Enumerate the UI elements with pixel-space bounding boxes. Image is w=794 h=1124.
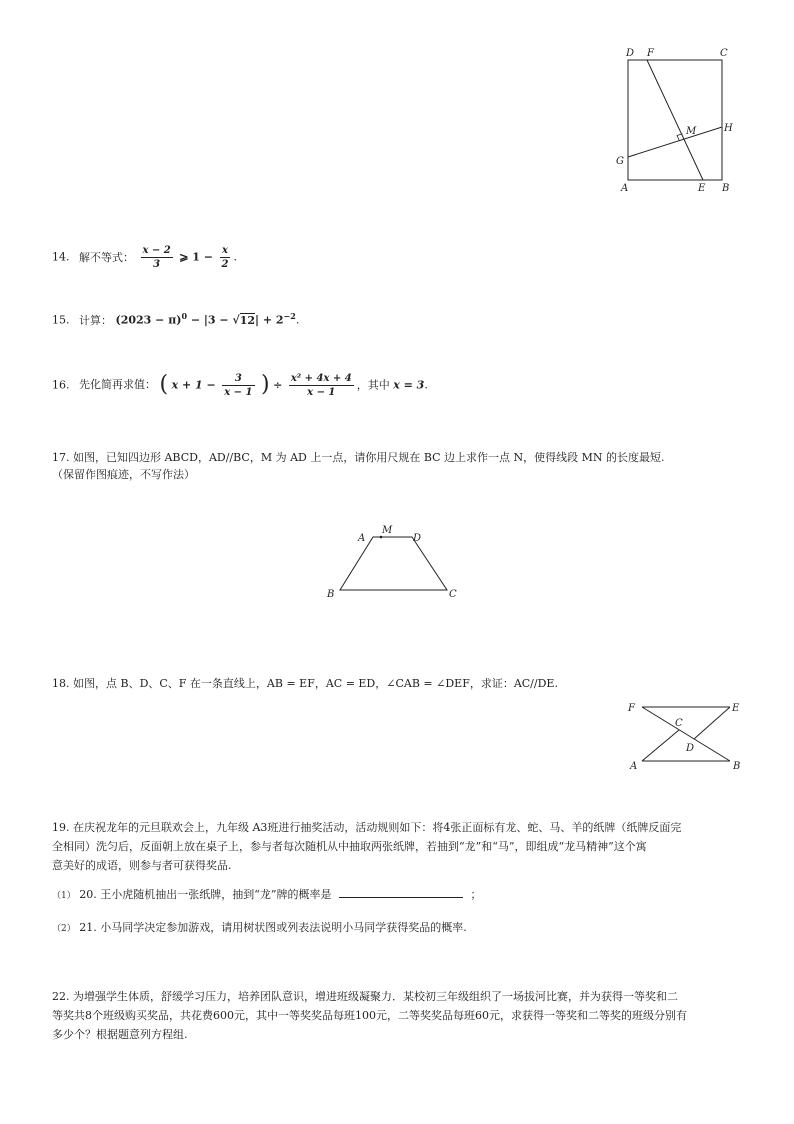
q15-exponent-zero: 0 bbox=[181, 311, 188, 321]
label-a: A bbox=[621, 183, 629, 194]
q15-radicand: 12 bbox=[239, 313, 255, 327]
q16-condition: x = 3 bbox=[393, 378, 425, 392]
label-c: C bbox=[675, 718, 683, 729]
question-19-sub-1 bbox=[52, 886, 481, 902]
sub-1-end: ； bbox=[470, 888, 482, 901]
question-14 bbox=[52, 244, 237, 271]
q16-end: . bbox=[424, 378, 428, 392]
figure-rectangle-abcd bbox=[610, 40, 750, 200]
label-g: G bbox=[616, 156, 624, 167]
q14-frac2-denominator: 2 bbox=[221, 259, 229, 270]
figure-crossed-triangles bbox=[622, 697, 752, 775]
question-17-line-2: （保留作图痕迹，不写作法） bbox=[52, 468, 195, 481]
q15-abs-right: | + 2 bbox=[255, 313, 284, 327]
q14-fraction-2 bbox=[220, 244, 231, 271]
segment-ac bbox=[642, 730, 679, 761]
q14-frac2-numerator: x bbox=[220, 244, 231, 258]
segment-fe bbox=[647, 60, 703, 180]
answer-blank[interactable] bbox=[339, 887, 463, 898]
label-a: A bbox=[358, 533, 366, 544]
label-d: D bbox=[626, 48, 635, 59]
q16-left-paren: ( bbox=[159, 372, 169, 397]
label-e: E bbox=[732, 703, 740, 714]
question-22-line-1: 22. 为增强学生体质，舒缓学习压力，培养团队意识，增进班级凝聚力．某校初三年级组织了一场拔河比赛，并为获得一等奖和二 bbox=[52, 990, 678, 1003]
q15-abs-left: − |3 − bbox=[187, 313, 233, 327]
sqrt-icon: √ bbox=[232, 313, 240, 327]
label-d: D bbox=[413, 533, 422, 544]
label-c: C bbox=[720, 48, 728, 59]
trapezoid-shape bbox=[340, 537, 447, 590]
question-15 bbox=[52, 311, 299, 328]
q16-number: 16. bbox=[52, 378, 70, 392]
q16-f1-denominator: x − 1 bbox=[224, 386, 253, 398]
segment-de bbox=[694, 707, 730, 739]
label-b: B bbox=[722, 183, 730, 194]
question-22-line-3: 多少个？根据题意列方程组. bbox=[52, 1028, 188, 1041]
q16-fraction-1 bbox=[222, 372, 254, 399]
q16-prefix: 先化简再求值： bbox=[79, 378, 156, 392]
sub-2-marker: （2） bbox=[52, 924, 76, 934]
label-m: M bbox=[686, 126, 697, 137]
q14-fraction-1 bbox=[141, 244, 173, 271]
figure-trapezoid-abcd bbox=[320, 522, 470, 604]
question-18: 18. 如图，点 B、D、C、F 在一条直线上，AB = EF，AC = ED，∠CAB = ∠DEF，求证：AC//DE. bbox=[52, 677, 558, 690]
q15-exponent-neg: −2 bbox=[283, 311, 296, 321]
sub-1-marker: （1） bbox=[52, 891, 76, 901]
label-b: B bbox=[733, 761, 741, 772]
q16-divide: ÷ bbox=[273, 378, 283, 392]
q16-fraction-2 bbox=[289, 372, 354, 399]
label-h: H bbox=[724, 123, 733, 134]
q16-right-paren: ) bbox=[261, 372, 270, 397]
q15-end: . bbox=[295, 313, 300, 327]
q14-prefix: 解不等式： bbox=[79, 250, 134, 264]
label-b: B bbox=[327, 589, 335, 600]
q15-number: 15. bbox=[52, 313, 70, 327]
label-m: M bbox=[382, 525, 393, 536]
q14-middle: ⩾ 1 − bbox=[179, 250, 214, 264]
segment-gh bbox=[628, 127, 722, 157]
label-d: D bbox=[686, 743, 695, 754]
question-19-line-2: 全相同）洗匀后，反面朝上放在桌子上，参与者每次随机从中抽取两张纸牌，若抽到“龙”和“马”，即组成“龙马精神”这个寓 bbox=[52, 840, 647, 853]
label-a: A bbox=[630, 761, 638, 772]
q16-inner: x + 1 − bbox=[171, 378, 216, 392]
q14-number: 14. bbox=[52, 250, 70, 264]
label-e: E bbox=[698, 183, 706, 194]
label-f: F bbox=[628, 703, 635, 714]
question-17-line-1: 17. 如图，已知四边形 ABCD，AD//BC，M 为 AD 上一点，请你用尺规在 BC 边上求作一点 N，使得线段 MN 的长度最短. bbox=[52, 451, 665, 464]
q16-suffix: ，其中 bbox=[356, 378, 390, 392]
point-m bbox=[380, 536, 383, 539]
label-c: C bbox=[449, 589, 457, 600]
q16-f2-numerator: x² + 4x + 4 bbox=[290, 372, 352, 384]
q14-frac1-denominator: 3 bbox=[153, 259, 161, 270]
sub-2-text: 21. 小马同学决定参加游戏，请用树状图或列表法说明小马同学获得奖品的概率. bbox=[79, 921, 467, 934]
question-19-sub-2 bbox=[52, 919, 467, 935]
sub-1-text: 20. 王小虎随机抽出一张纸牌，抽到“龙”牌的概率是 bbox=[79, 888, 332, 901]
question-22-line-2: 等奖共8个班级购买奖品，共花费600元，其中一等奖奖品每班100元，二等奖奖品每班60元，求获得一等奖和二等奖的班级分别有 bbox=[52, 1009, 687, 1022]
q16-f2-denominator: x − 1 bbox=[307, 386, 336, 398]
q14-end: . bbox=[233, 250, 237, 264]
q14-frac1-numerator: x − 2 bbox=[142, 245, 171, 256]
q16-f1-numerator: 3 bbox=[222, 372, 254, 386]
q15-prefix: 计算： bbox=[79, 313, 112, 327]
question-19-line-3: 意美好的成语，则参与者可获得奖品. bbox=[52, 859, 232, 872]
label-f: F bbox=[647, 48, 654, 59]
question-16 bbox=[52, 370, 428, 401]
q15-expr: (2023 − π) bbox=[115, 313, 182, 327]
question-19-line-1: 19. 在庆祝龙年的元旦联欢会上，九年级 A3班进行抽奖活动，活动规则如下：将4张正面标有龙、蛇、马、羊的纸牌（纸牌反面完 bbox=[52, 821, 682, 834]
